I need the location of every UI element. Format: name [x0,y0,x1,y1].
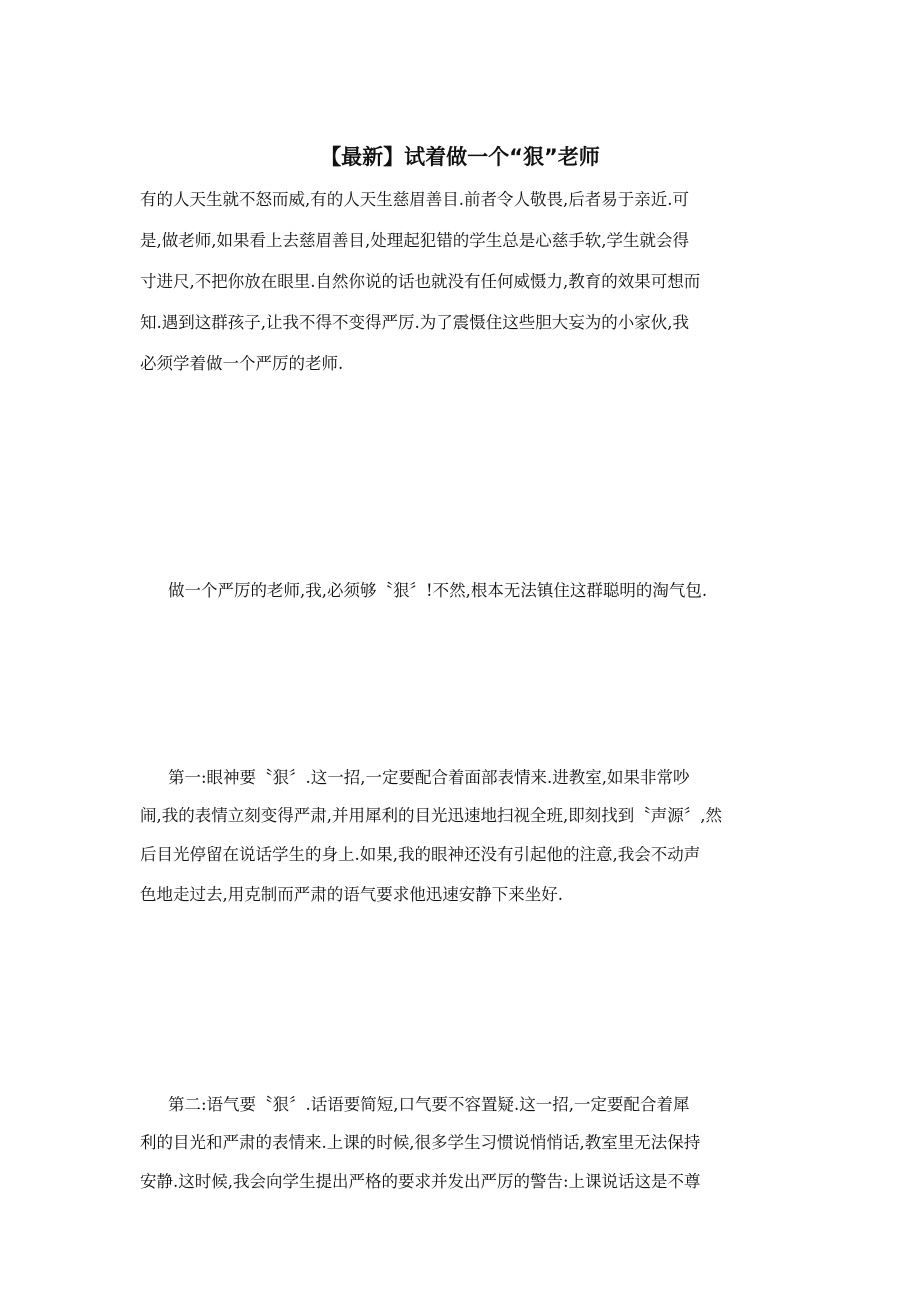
text-line: 安静.这时候,我会向学生提出严格的要求并发出严厉的警告:上课说话这是不尊 [140,1172,701,1191]
text-line: 闹,我的表情立刻变得严肃,并用犀利的目光迅速地扫视全班,即刻找到〝声源〞,然 [140,806,722,825]
document-title: 【最新】试着做一个“狠”老师 [320,145,600,169]
text-line: 知.遇到这群孩子,让我不得不变得严厉.为了震慑住这些胆大妄为的小家伙,我 [140,313,689,332]
text-line: 做一个严厉的老师,我,必须够〝狠〞!不然,根本无法镇住这群聪明的淘气包. [168,581,708,600]
text-line: 后目光停留在说话学生的身上.如果,我的眼神还没有引起他的注意,我会不动声 [140,845,701,864]
text-line: 利的目光和严肃的表情来.上课的时候,很多学生习惯说悄悄话,教室里无法保持 [140,1133,701,1152]
text-line: 色地走过去,用克制而严肃的语气要求他迅速安静下来坐好. [140,885,563,904]
text-line: 第一:眼神要〝狠〞.这一招,一定要配合着面部表情来.进教室,如果非常吵 [168,768,690,787]
text-line: 是,做老师,如果看上去慈眉善目,处理起犯错的学生总是心慈手软,学生就会得 [140,231,689,250]
text-line: 必须学着做一个严厉的老师. [140,354,344,373]
text-line: 有的人天生就不怒而威,有的人天生慈眉善目.前者令人敬畏,后者易于亲近.可 [140,190,689,209]
text-line: 第二:语气要〝狠〞.话语要简短,口气要不容置疑.这一招,一定要配合着犀 [168,1095,690,1114]
text-line: 寸进尺,不把你放在眼里.自然你说的话也就没有任何威慑力,教育的效果可想而 [140,272,701,291]
